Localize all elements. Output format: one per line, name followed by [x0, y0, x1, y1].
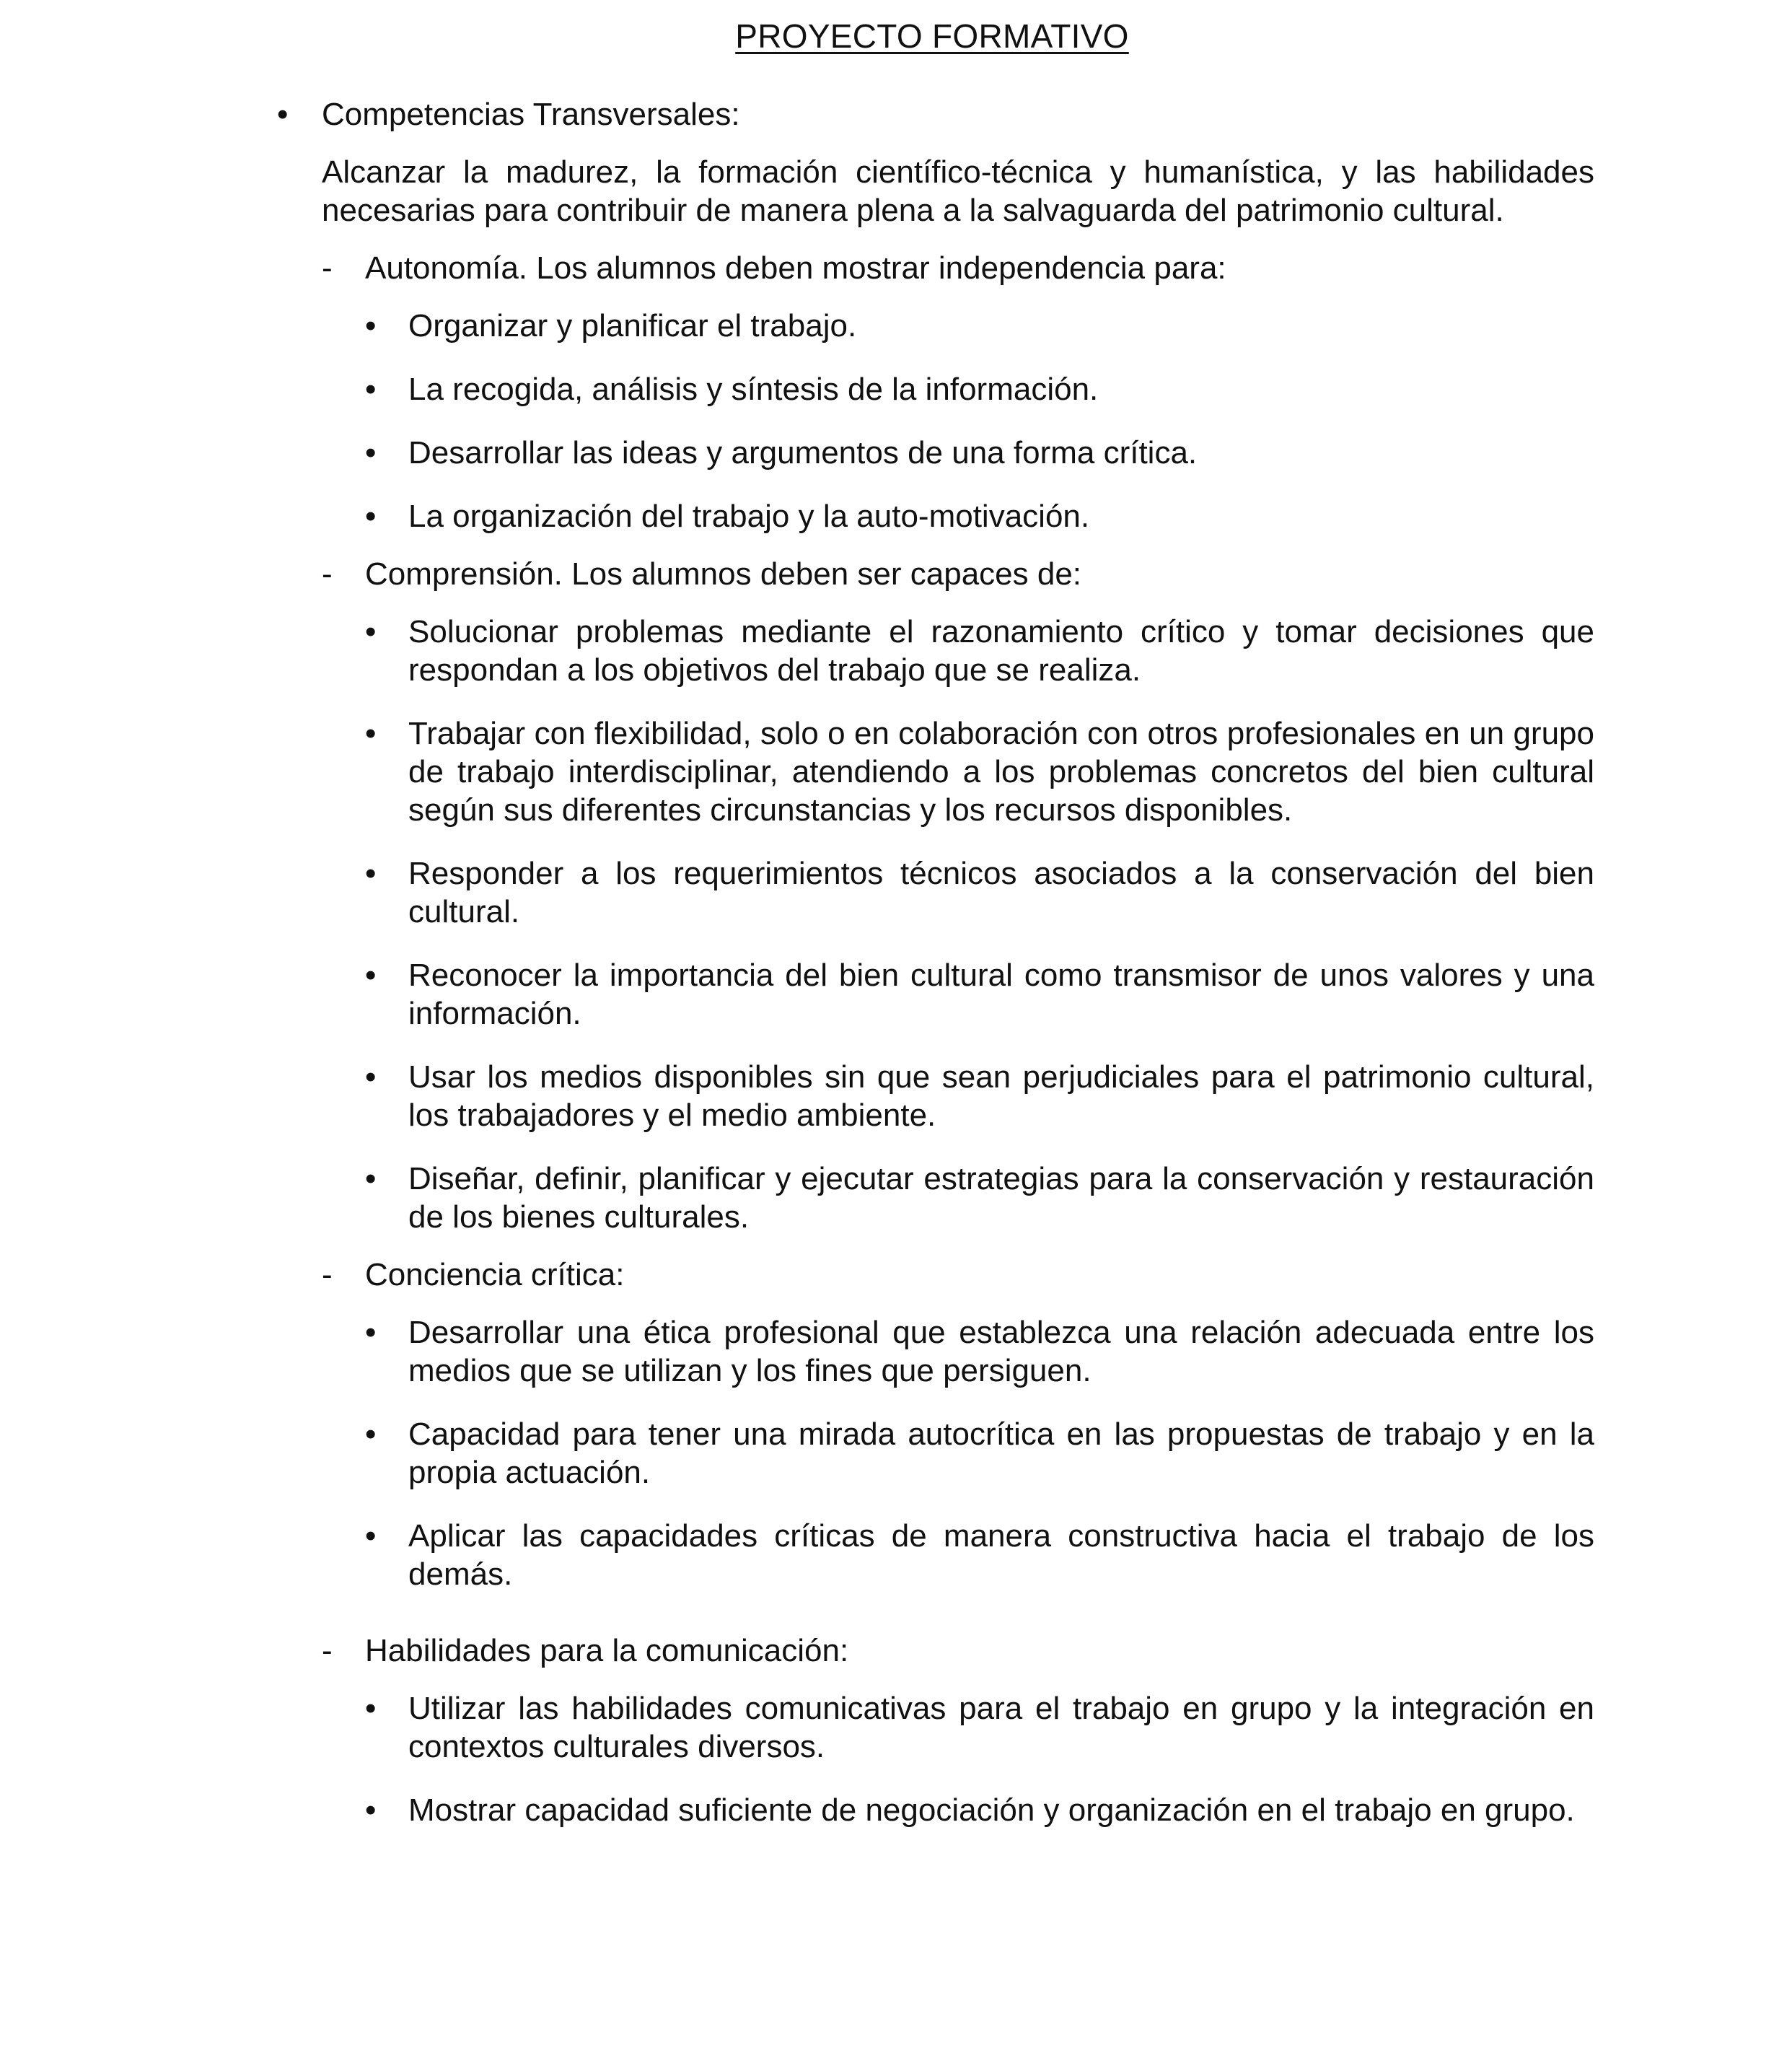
list-item-text: Diseñar, definir, planificar y ejecutar estrategias para la conservación y restauración de los bienes culturales. [408, 1161, 1594, 1235]
bullet-icon: • [365, 1691, 377, 1726]
group-items [274, 1313, 1594, 1593]
bullet-icon: • [277, 97, 289, 132]
group-heading-row [274, 1632, 1594, 1670]
list-item [274, 1415, 1594, 1492]
list-item [274, 370, 1594, 408]
group-heading: Habilidades para la comunicación: [365, 1633, 849, 1668]
bullet-icon: • [365, 1416, 377, 1452]
group-items [274, 1689, 1594, 1829]
list-item-text: Organizar y planificar el trabajo. [408, 308, 857, 343]
list-item-text: La organización del trabajo y la auto-motivación. [408, 499, 1090, 534]
bullet-icon: • [365, 308, 377, 343]
dash-icon: - [322, 556, 333, 592]
bullet-icon: • [365, 372, 377, 407]
bullet-icon: • [365, 1059, 377, 1095]
list-item [274, 956, 1594, 1033]
list-item-text: Responder a los requerimientos técnicos asociados a la conservación del bien cultural. [408, 856, 1594, 929]
list-item-text: Reconocer la importancia del bien cultural como transmisor de unos valores y una información. [408, 958, 1594, 1031]
list-item-text: Aplicar las capacidades críticas de manera constructiva hacia el trabajo de los demás. [408, 1518, 1594, 1592]
dash-icon: - [322, 250, 333, 286]
bullet-icon: • [365, 958, 377, 993]
group-list [274, 249, 1594, 1829]
bullet-icon: • [365, 1161, 377, 1196]
group-heading: Autonomía. Los alumnos deben mostrar independencia para: [365, 250, 1226, 286]
group-items [274, 307, 1594, 535]
list-item [274, 1689, 1594, 1766]
list-item [274, 1160, 1594, 1236]
list-item-text: La recogida, análisis y síntesis de la información. [408, 372, 1099, 407]
section-heading: Competencias Transversales: [322, 97, 740, 132]
list-item [274, 613, 1594, 689]
list-item-text: Desarrollar las ideas y argumentos de una forma crítica. [408, 435, 1198, 470]
list-item-text: Mostrar capacidad suficiente de negociación y organización en el trabajo en grupo. [408, 1792, 1575, 1828]
document-body [274, 95, 1594, 1829]
group-heading: Comprensión. Los alumnos deben ser capaces de: [365, 556, 1082, 592]
bullet-icon: • [365, 1792, 377, 1828]
group-heading-row [274, 249, 1594, 287]
section-heading-row [274, 95, 1594, 133]
dash-icon: - [322, 1257, 333, 1292]
bullet-icon: • [365, 856, 377, 891]
group-heading-row [274, 1256, 1594, 1294]
bullet-icon: • [365, 1315, 377, 1350]
bullet-icon: • [365, 499, 377, 534]
dash-icon: - [322, 1633, 333, 1668]
list-item [274, 854, 1594, 931]
list-item-text: Utilizar las habilidades comunicativas para el trabajo en grupo y la integración en contextos culturales diversos. [408, 1691, 1594, 1764]
bullet-icon: • [365, 1518, 377, 1554]
bullet-icon: • [365, 716, 377, 751]
group-heading-row [274, 555, 1594, 593]
bullet-icon: • [365, 435, 377, 470]
list-item-text: Usar los medios disponibles sin que sean perjudiciales para el patrimonio cultural, los trabajadores y el medio ambiente. [408, 1059, 1594, 1133]
group-heading: Conciencia crítica: [365, 1257, 625, 1292]
page-title: PROYECTO FORMATIVO [735, 17, 1129, 55]
list-item-text: Trabajar con flexibilidad, solo o en colaboración con otros profesionales en un grupo de trabajo interdisciplinar, atendiendo a los problemas concretos del bien cultural según sus diferentes circunstancias y los recursos disponibles. [408, 716, 1594, 828]
list-item [274, 434, 1594, 472]
list-item-text: Capacidad para tener una mirada autocrítica en las propuestas de trabajo y en la propia actuación. [408, 1416, 1594, 1490]
list-item [274, 497, 1594, 535]
list-item [274, 1791, 1594, 1829]
list-item [274, 1058, 1594, 1134]
list-item [274, 1517, 1594, 1593]
list-item-text: Solucionar problemas mediante el razonamiento crítico y tomar decisiones que respondan a los objetivos del trabajo que se realiza. [408, 614, 1594, 688]
group-items [274, 613, 1594, 1236]
list-item [274, 307, 1594, 345]
section-intro: Alcanzar la madurez, la formación científico-técnica y humanística, y las habilidades necesarias para contribuir de manera plena a la salvaguarda del patrimonio cultural. [322, 154, 1594, 228]
bullet-icon: • [365, 614, 377, 649]
list-item [274, 714, 1594, 829]
list-item [274, 1313, 1594, 1390]
list-item-text: Desarrollar una ética profesional que establezca una relación adecuada entre los medios que se utilizan y los fines que persiguen. [408, 1315, 1594, 1388]
